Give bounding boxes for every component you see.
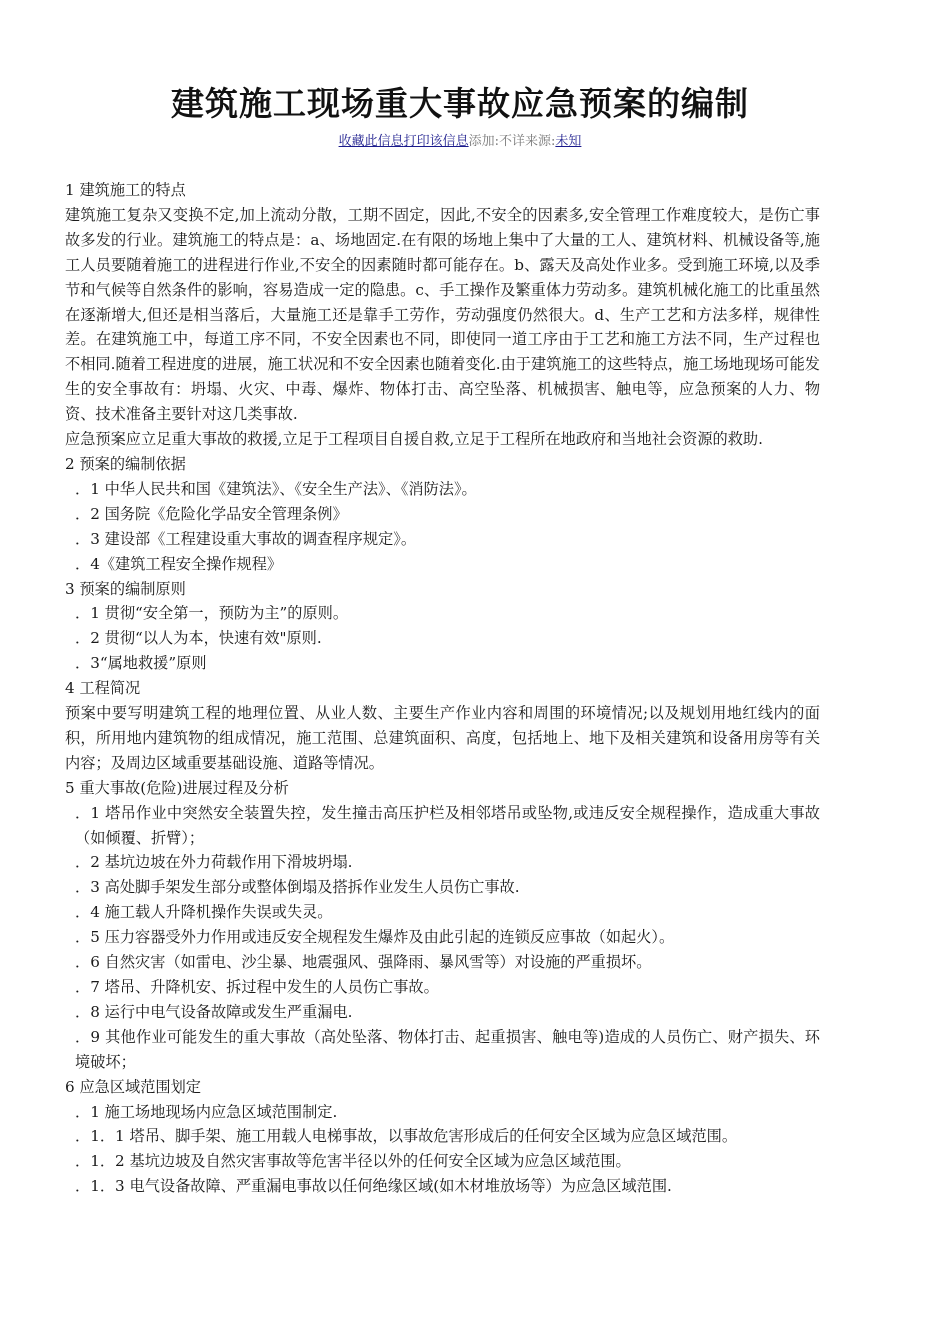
list-item: ．1．2 基坑边坡及自然灾害事故等危害半径以外的任何安全区域为应急区域范围。	[75, 1152, 631, 1171]
page-title: 建筑施工现场重大事故应急预案的编制	[171, 84, 749, 123]
list-item: ．4《建筑工程安全操作规程》	[75, 554, 283, 573]
body-paragraph: 建筑施工复杂又变换不定,加上流动分散，工期不固定，因此,不安全的因素多,安全管理工作难度较大，是伤亡事故多发的行业。建筑施工的特点是：a、场地固定.在有限的场地上集中了大量的工人、建筑材料、机械设备等,施工人员要随着施工的进程进行作业,不安全的因素随时都可能存在。b、露天及高处作业多。受到施工环境,以及季节和气候等自然条件的影响，容易造成一定的隐患。c、手工操作及繁重体力劳动多。建筑机械化施工的比重虽然在逐渐增大,但还是相当落后，大量施工还是靠手工劳作，劳动强度仍然很大。d、生产工艺和方法多样，规律性差。在建筑施工中，每道工序不同，不安全因素也不同，即使同一道工序由于工艺和施工方法不同，生产过程也不相同.随着工程进度的进展，施工状况和不安全因素也随着变化.由于建筑施工的这些特点，施工场地现场可能发生的安全事故有：坍塌、火灾、中毒、爆炸、物体打击、高空坠落、机械损害、触电等，应急预案的人力、物资、技术准备主要针对这几类事故.	[65, 205, 820, 424]
source-label: 来源:	[525, 134, 556, 149]
list-item: ．3 高处脚手架发生部分或整体倒塌及搭拆作业发生人员伤亡事故.	[75, 878, 520, 897]
list-item: ．3“属地救援”原则	[75, 654, 207, 673]
section-heading-4: 4 工程简况	[65, 679, 141, 698]
section-heading-3: 3 预案的编制原则	[65, 579, 186, 598]
source-link[interactable]: 未知	[555, 134, 582, 149]
article-body	[65, 178, 820, 1199]
section-heading-5: 5 重大事故(危险)进展过程及分析	[65, 778, 289, 797]
list-item: ．1．1 塔吊、脚手架、施工用载人电梯事故，以事故危害形成后的任何安全区域为应急区域范围。	[75, 1127, 738, 1146]
list-item: ．7 塔吊、升降机安、拆过程中发生的人员伤亡事故。	[75, 978, 439, 996]
added-label: 添加:不详	[468, 134, 525, 149]
print-link[interactable]: 打印该信息	[403, 134, 469, 149]
body-paragraph: 预案中要写明建筑工程的地理位置、从业人数、主要生产作业内容和周围的环境情况;以及规划用地红线内的面积，所用地内建筑物的组成情况，施工范围、总建筑面积、高度，包括地上、地下及相关建筑和设备用房等有关内容；及周边区域重要基础设施、道路等情况。	[65, 704, 820, 772]
list-item: ．6 自然灾害（如雷电、沙尘暴、地震强风、强降雨、暴风雪等）对设施的严重损坏。	[75, 953, 652, 972]
list-item: ．2 贯彻“以人为本，快速有效"原则.	[75, 629, 322, 648]
favorite-link[interactable]: 收藏此信息	[338, 134, 404, 149]
list-item: ．5 压力容器受外力作用或违反安全规程发生爆炸及由此引起的连锁反应事故（如起火）。	[75, 928, 675, 947]
list-item: ．1 塔吊作业中突然安全装置失控，发生撞击高压护栏及相邻塔吊或坠物,或违反安全规程操作，造成重大事故（如倾覆、折臂）；	[75, 803, 820, 847]
section-heading-6: 6 应急区域范围划定	[65, 1077, 201, 1096]
list-item: ．1 贯彻“安全第一，预防为主”的原则。	[75, 604, 349, 623]
list-item: ．1 中华人民共和国《建筑法》、《安全生产法》、《消防法》。	[75, 479, 477, 498]
section-heading-2: 2 预案的编制依据	[65, 454, 186, 473]
meta-line	[0, 130, 920, 149]
list-item: ．9 其他作业可能发生的重大事故（高处坠落、物体打击、起重损害、触电等)造成的人员伤亡、财产损失、环境破坏；	[75, 1027, 820, 1071]
list-item: ．1 施工场地现场内应急区域范围制定.	[75, 1102, 338, 1121]
section-heading-1: 1 建筑施工的特点	[65, 181, 186, 199]
list-item: ．3 建设部《工程建设重大事故的调查程序规定》。	[75, 529, 417, 548]
body-paragraph: 应急预案应立足重大事故的救援,立足于工程项目自援自救,立足于工程所在地政府和当地社会资源的救助.	[65, 430, 763, 449]
list-item: ．4 施工载人升降机操作失误或失灵。	[75, 903, 333, 922]
list-item: ．2 基坑边坡在外力荷载作用下滑坡坍塌.	[75, 853, 353, 872]
list-item: ．8 运行中电气设备故障或发生严重漏电.	[75, 1002, 353, 1021]
list-item: ．1．3 电气设备故障、严重漏电事故以任何绝缘区域(如木材堆放场等）为应急区域范围.	[75, 1177, 672, 1196]
list-item: ．2 国务院《危险化学品安全管理条例》	[75, 504, 348, 523]
